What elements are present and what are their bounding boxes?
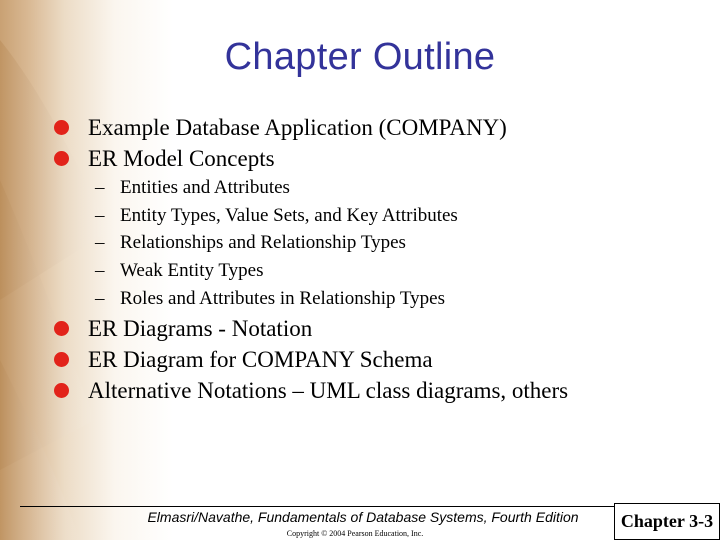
dash-bullet-icon: – bbox=[95, 288, 105, 309]
bullet-text: Alternative Notations – UML class diagrams, others bbox=[88, 378, 569, 403]
bullet-text: ER Diagram for COMPANY Schema bbox=[88, 347, 433, 372]
slide-title: Chapter Outline bbox=[224, 36, 496, 78]
bullet-text: ER Diagrams - Notation bbox=[88, 316, 313, 341]
dash-bullet-icon: – bbox=[95, 232, 105, 253]
chapter-page-label: Chapter 3-3 bbox=[614, 503, 720, 540]
sub-item-text: Entity Types, Value Sets, and Key Attributes bbox=[120, 205, 458, 226]
sub-item-text: Relationships and Relationship Types bbox=[120, 232, 406, 253]
footer-text: Elmasri/Navathe, Fundamentals of Database Systems, Fourth Edition bbox=[147, 509, 579, 525]
sub-item-text: Entities and Attributes bbox=[120, 177, 290, 198]
sub-item-text: Roles and Attributes in Relationship Types bbox=[120, 288, 445, 309]
red-bullet-icon bbox=[54, 120, 69, 135]
sub-item-text: Weak Entity Types bbox=[120, 260, 264, 281]
red-bullet-icon bbox=[54, 352, 69, 367]
copyright-text: Copyright © 2004 Pearson Education, Inc. bbox=[286, 529, 424, 538]
bullet-text: ER Model Concepts bbox=[88, 146, 275, 171]
dash-bullet-icon: – bbox=[95, 205, 105, 226]
red-bullet-icon bbox=[54, 383, 69, 398]
red-bullet-icon bbox=[54, 321, 69, 336]
dash-bullet-icon: – bbox=[95, 260, 105, 281]
red-bullet-icon bbox=[54, 151, 69, 166]
bullet-text: Example Database Application (COMPANY) bbox=[88, 115, 507, 140]
dash-bullet-icon: – bbox=[95, 177, 105, 198]
